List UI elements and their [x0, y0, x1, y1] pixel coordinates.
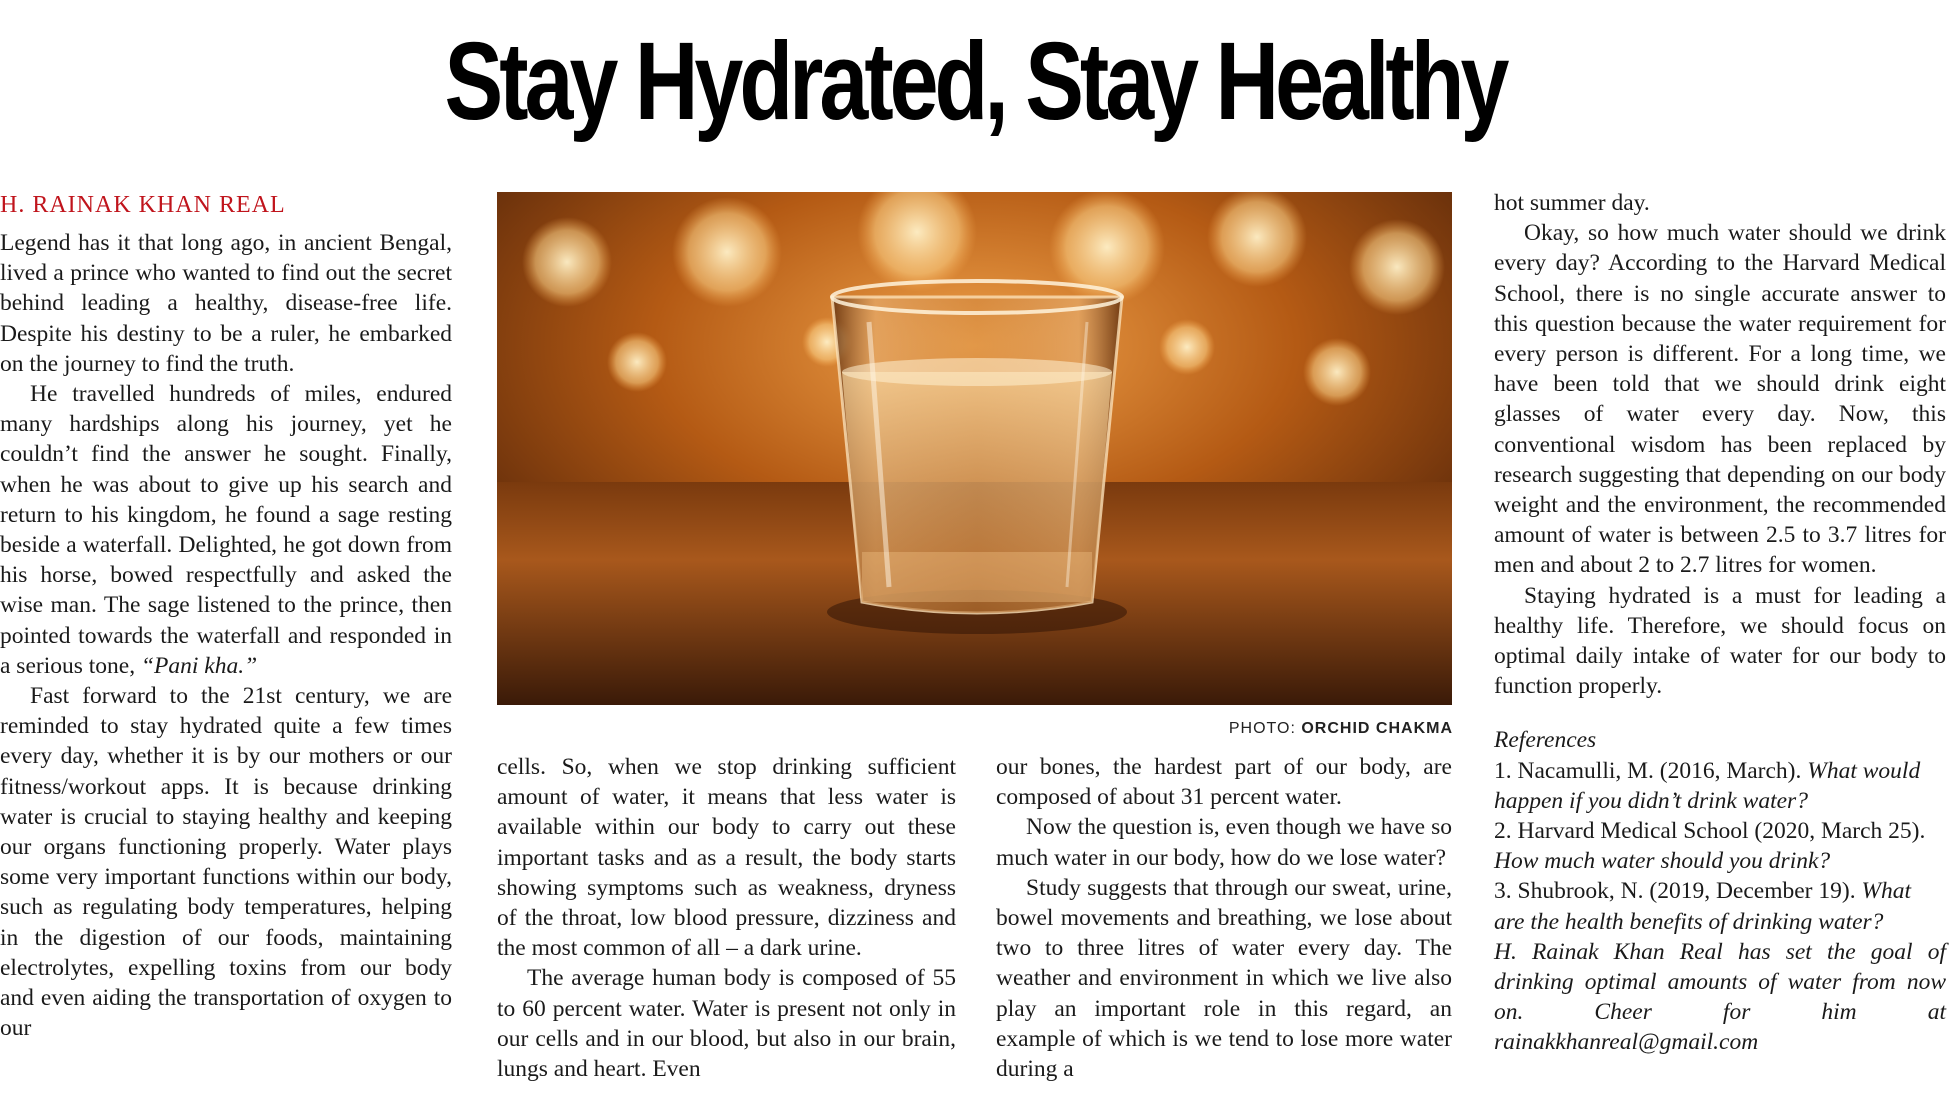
article-photo	[497, 192, 1452, 705]
reference-source: 2. Harvard Medical School (2020, March 25).	[1494, 818, 1926, 845]
paragraph: The average human body is composed of 55 to 60 percent water. Water is present not only in our cells and in our blood, but also in our brain, lungs and heart. Even	[497, 965, 956, 1083]
reference-item	[1494, 876, 1946, 936]
photo-credit	[1229, 720, 1453, 738]
headline: Stay Hydrated, Stay Healthy	[444, 20, 1506, 143]
paragraph-text: He travelled hundreds of miles, endured many hardships along his journey, yet he couldn’t find the answer he sought. Finally, when he was about to give up his search and return to his kingdom, he found a sage resting beside a waterfall. Delighted, he got down from his horse, bowed respectfully and asked the wise man. The sage listened to the prince, then pointed towards the waterfall and responded in a serious tone,	[0, 381, 452, 679]
reference-source: 3. Shubrook, N. (2019, December 19).	[1494, 878, 1856, 905]
paragraph: Fast forward to the 21st century, we are reminded to stay hydrated quite a few times every day, whether it is by our mothers or our fitness/workout apps. It is because drinking water is crucial to staying healthy and keeping our organs functioning properly. Water plays some very important functions within our body, such as regulating body temperatures, helping in the digestion of our foods, maintaining electrolytes, expelling toxins from our body and even aiding the transportation of oxygen to our	[0, 683, 452, 1042]
article-column-3	[996, 752, 1452, 1084]
paragraph: hot summer day.	[1494, 190, 1650, 216]
paragraph: Now the question is, even though we have so much water in our body, how do we lose water?	[996, 814, 1452, 871]
article-column-4	[1494, 188, 1946, 1058]
reference-item	[1494, 756, 1946, 816]
article-column-2	[497, 752, 956, 1084]
paragraph: our bones, the hardest part of our body, are composed of about 31 percent water.	[996, 754, 1452, 811]
paragraph: cells. So, when we stop drinking sufficient amount of water, it means that less water is available within our body to carry out these important tasks and as a result, the body starts showing symptoms such as weakness, dryness of the throat, low blood pressure, dizziness and the most common of all – a dark urine.	[497, 754, 956, 962]
references	[1494, 725, 1946, 936]
paragraph: Staying hydrated is a must for leading a healthy life. Therefore, we should focus on optimal daily intake of water for our body to function properly.	[1494, 582, 1946, 700]
reference-source: 1. Nacamulli, M. (2016, March).	[1494, 757, 1802, 784]
glass-of-water-image	[497, 192, 1452, 705]
paragraph: Legend has it that long ago, in ancient Bengal, lived a prince who wanted to find out the secret behind leading a healthy, disease-free life. Despite his destiny to be a ruler, he embarked on the journey to find the truth.	[0, 230, 452, 377]
photographer-name: ORCHID CHAKMA	[1301, 720, 1453, 737]
references-heading: References	[1494, 727, 1597, 754]
photo-credit-label: PHOTO:	[1228, 720, 1296, 737]
reference-item	[1494, 816, 1946, 876]
reference-title: What are the health benefits of drinking water?	[1494, 878, 1912, 935]
byline: H. RAINAK KHAN REAL	[0, 192, 286, 218]
paragraph: Study suggests that through our sweat, urine, bowel movements and breathing, we lose about two to three litres of water every day. The weather and environment in which we live also play an important role in this regard, an example of which is we tend to lose more water during a	[996, 874, 1452, 1083]
author-note: H. Rainak Khan Real has set the goal of drinking optimal amounts of water from now on. Cheer for him at rainakkhanreal@gmail.com	[1494, 938, 1946, 1056]
reference-title: What would happen if you didn’t drink water?	[1494, 757, 1921, 814]
paragraph	[0, 379, 452, 681]
paragraph: Okay, so how much water should we drink every day? According to the Harvard Medical School, there is no single accurate answer to this question because the water requirement for every person is different. For a long time, we have been told that we should drink eight glasses of water every day. Now, this conventional wisdom has been replaced by research suggesting that depending on our body weight and the environment, the recommended amount of water is between 2.5 to 3.7 litres for men and about 2 to 2.7 litres for women.	[1494, 220, 1946, 579]
reference-title: How much water should you drink?	[1494, 848, 1831, 875]
sage-quote: “Pani kha.”	[140, 652, 258, 679]
article-column-1	[0, 188, 452, 1043]
